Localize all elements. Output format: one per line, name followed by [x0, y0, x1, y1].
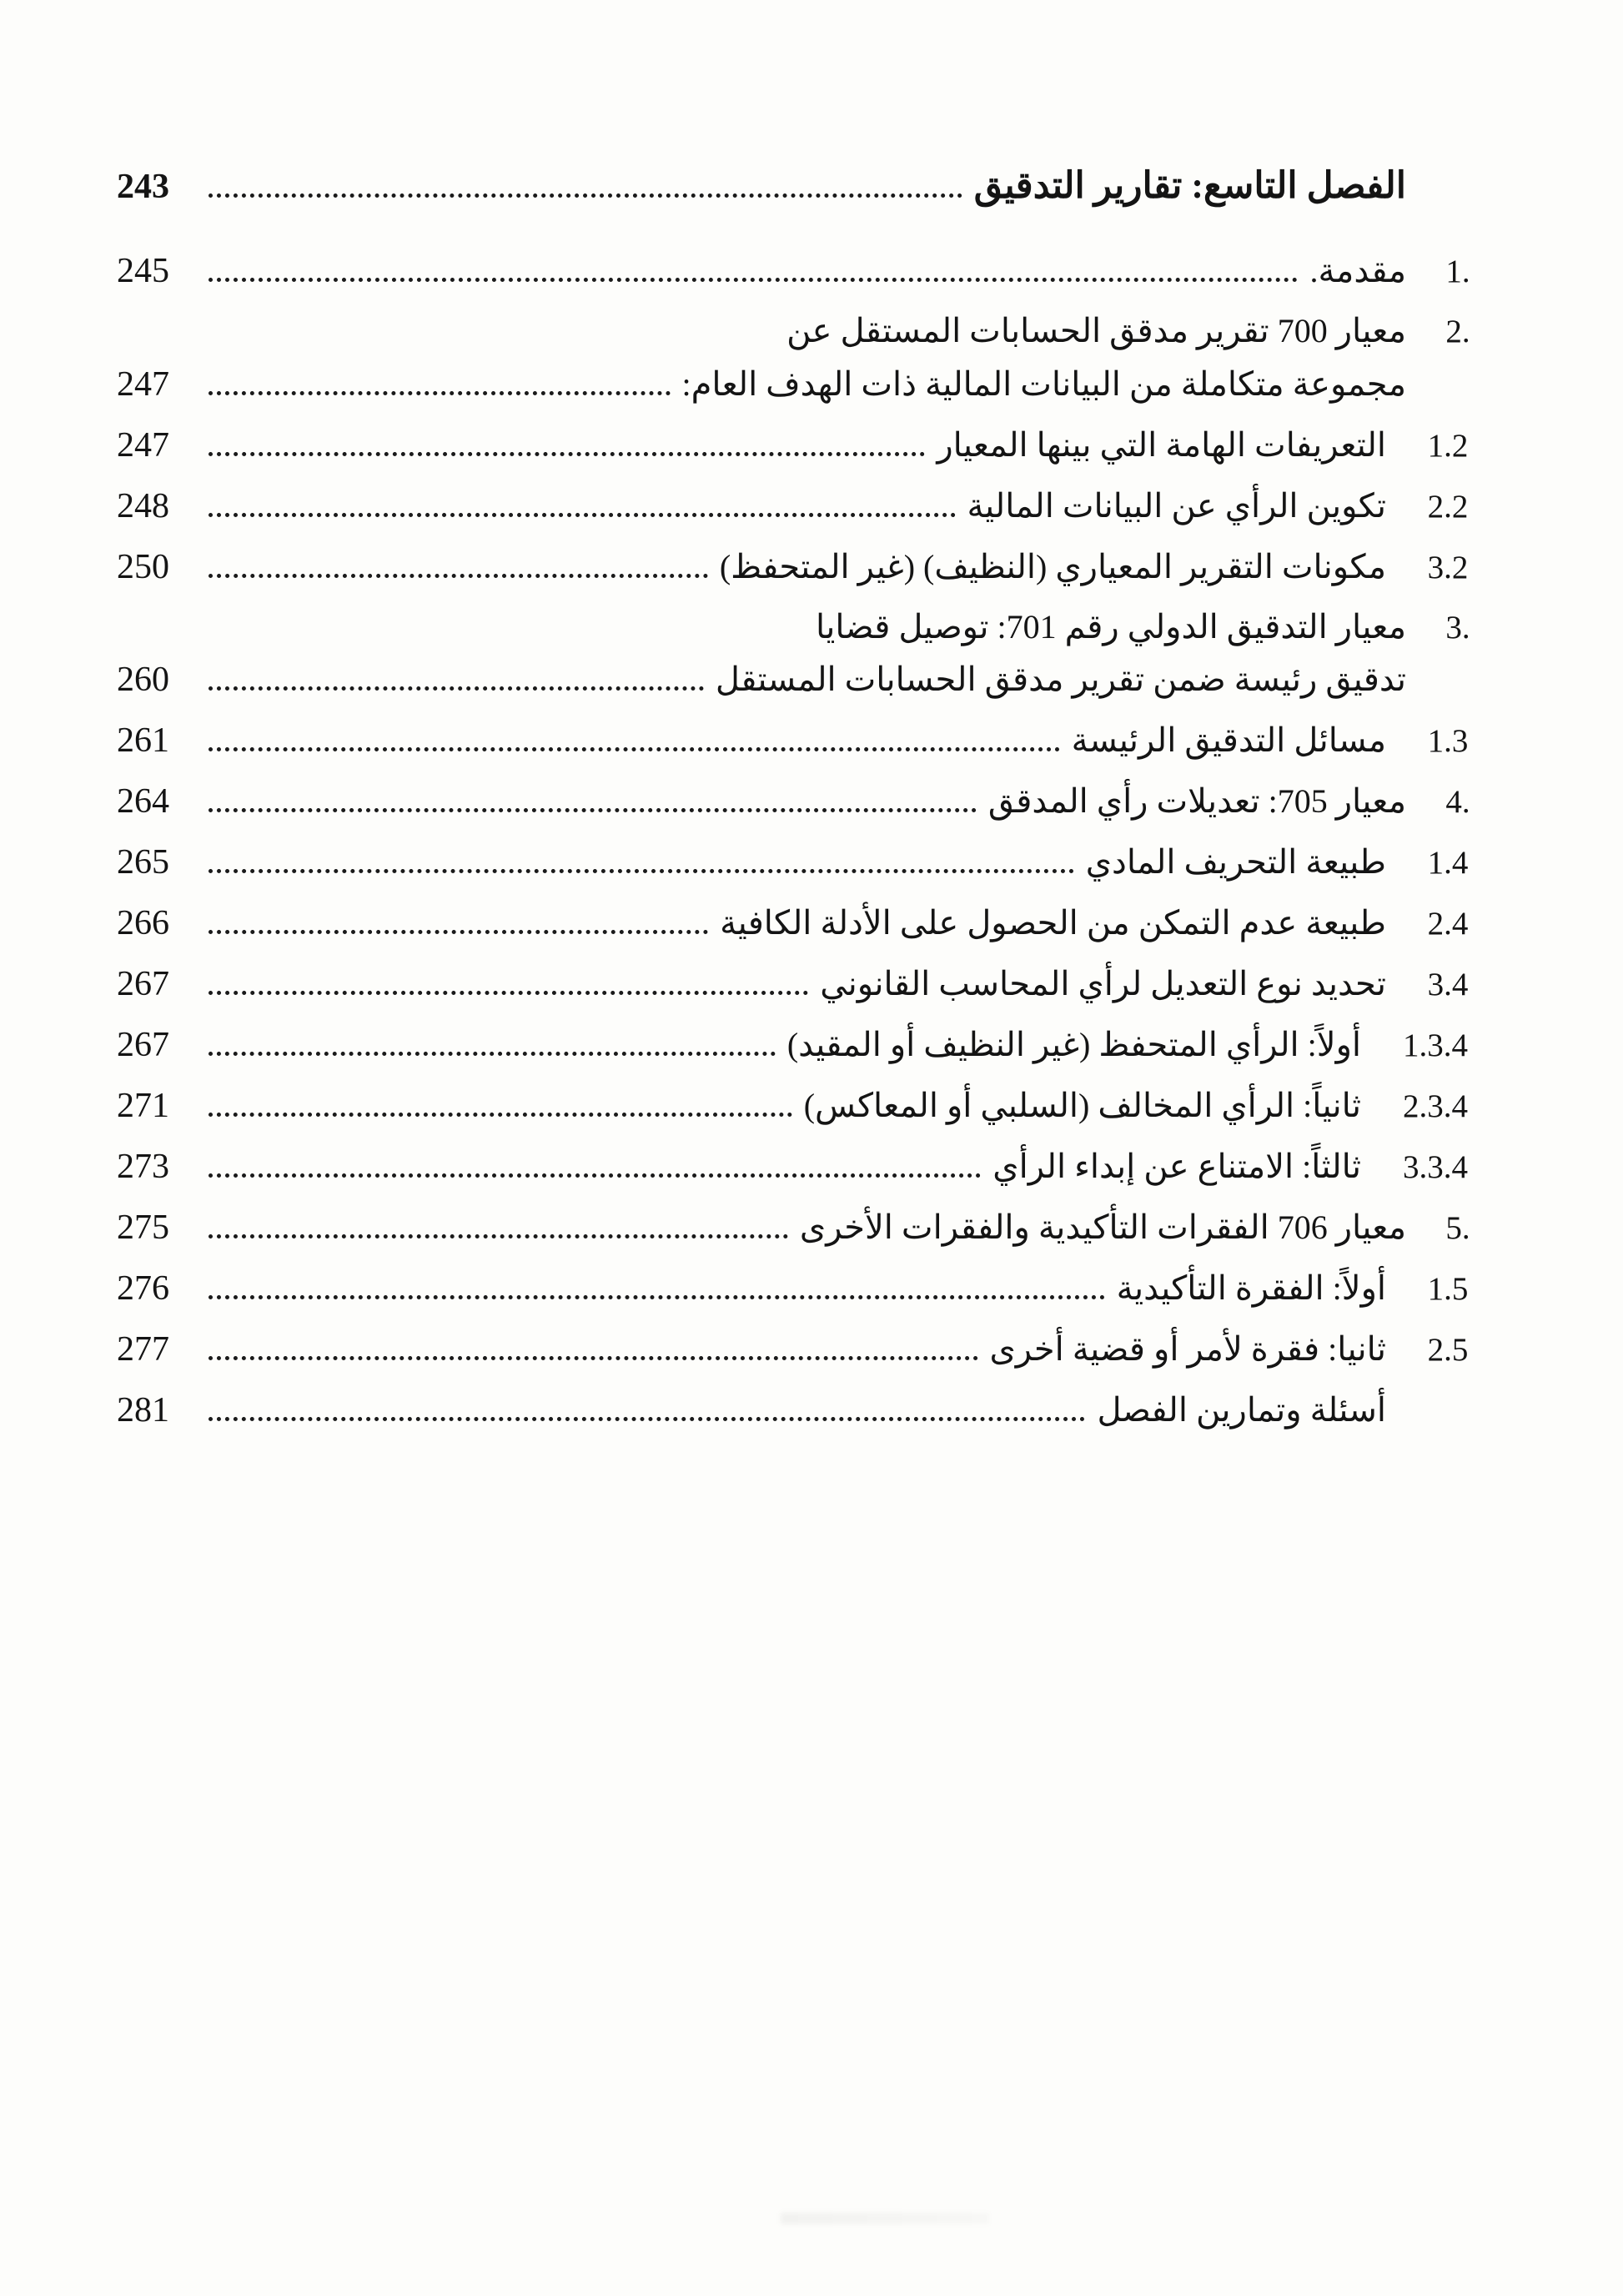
toc-entry-number: 3.3.4 [1403, 1149, 1468, 1185]
toc-entry[interactable] [117, 958, 1498, 1011]
toc-entry[interactable] [117, 480, 1498, 533]
toc-entry-number: .2 [1445, 314, 1470, 349]
toc-entry-page: 261 [117, 721, 169, 760]
leader-dots [209, 869, 1074, 873]
toc-entry-number: .1 [1445, 254, 1470, 289]
toc-entry-number: 2.3.4 [1403, 1088, 1468, 1124]
toc-entry-page: 281 [117, 1391, 169, 1429]
toc-entry-title-line2: مجموعة متكاملة من البيانات المالية ذات الهدف العام: [681, 364, 1406, 403]
scan-artifact [781, 2213, 989, 2224]
chapter-title: الفصل التاسع: تقارير التدقيق [973, 165, 1406, 206]
toc-entry-continuation[interactable] [117, 654, 1498, 706]
toc-entry-page: 247 [117, 425, 169, 465]
toc-entry-title: ثانياً: الرأي المخالف (السلبي أو المعاكس) [803, 1087, 1361, 1124]
toc-entry[interactable] [117, 1141, 1498, 1193]
toc-entry-number: .4 [1445, 784, 1470, 820]
leader-dots [209, 686, 704, 691]
toc-entry-number: 1.4 [1427, 845, 1469, 881]
leader-dots [209, 991, 808, 995]
toc-entry-page: 266 [117, 904, 169, 942]
toc-entry-title: أولاً: الرأي المتحفظ (غير النظيف أو المقيد) [786, 1026, 1361, 1063]
toc-entry[interactable] [117, 1080, 1498, 1133]
leader-dots [209, 391, 671, 395]
leader-dots [209, 1295, 1105, 1299]
toc-entry[interactable] [117, 715, 1498, 767]
toc-entry-title: معيار التدقيق الدولي رقم 701: توصيل قضايا [816, 607, 1406, 646]
toc-entry-number: 1.5 [1427, 1271, 1469, 1307]
toc-entry-title: طبيعة عدم التمكن من الحصول على الأدلة الكافية [720, 904, 1386, 942]
toc-entry-title: أولاً: الفقرة التأكيدية [1116, 1269, 1386, 1307]
leader-dots [209, 193, 962, 198]
toc-entry-continuation[interactable] [117, 359, 1498, 411]
toc-entry-title: ثالثاً: الامتناع عن إبداء الرأي [992, 1148, 1361, 1185]
leader-dots [209, 930, 708, 934]
toc-entry-number: 2.2 [1427, 488, 1469, 525]
toc-entry-page: 264 [117, 782, 169, 821]
toc-entry-number: .3 [1445, 609, 1470, 646]
table-of-contents [117, 158, 1498, 1445]
toc-entry-title-line2: تدقيق رئيسة ضمن تقرير مدقق الحسابات المستقل [715, 661, 1406, 698]
toc-entry-title: تكوين الرأي عن البيانات المالية [967, 486, 1386, 525]
toc-entry-page: 275 [117, 1208, 169, 1247]
toc-entry-page: 265 [117, 843, 169, 882]
toc-entry-number: 2.4 [1427, 906, 1469, 942]
toc-entry-number: 3.2 [1427, 549, 1469, 585]
toc-entry-title: أسئلة وتمارين الفصل [1097, 1391, 1386, 1429]
chapter-heading-row [117, 158, 1498, 214]
chapter-page-number: 243 [117, 168, 169, 206]
leader-dots [209, 808, 977, 812]
toc-entry-number: .5 [1445, 1210, 1470, 1246]
toc-entry-number: 1.3.4 [1403, 1027, 1468, 1063]
toc-entry-title: تحديد نوع التعديل لرأي المحاسب القانوني [820, 965, 1386, 1002]
toc-entry-number: 2.5 [1427, 1332, 1469, 1368]
toc-entry-page: 250 [117, 547, 169, 586]
toc-entry-page: 247 [117, 364, 169, 404]
toc-entry-title: طبيعة التحريف المادي [1085, 843, 1386, 881]
leader-dots [209, 513, 956, 517]
toc-entry[interactable] [117, 1019, 1498, 1072]
toc-entry-title: ثانيا: فقرة لأمر أو قضية أخرى [989, 1330, 1386, 1368]
leader-dots [209, 747, 1060, 751]
toc-entry-page: 273 [117, 1148, 169, 1186]
toc-entry-page: 271 [117, 1087, 169, 1125]
toc-entry-title: معيار 706 الفقرات التأكيدية والفقرات الأخرى [799, 1208, 1406, 1246]
toc-entry-page: 267 [117, 965, 169, 1003]
leader-dots [209, 1356, 978, 1360]
leader-dots [209, 1052, 776, 1056]
toc-entry-title: التعريفات الهامة التي بينها المعيار [937, 425, 1386, 464]
toc-entry[interactable] [117, 245, 1498, 298]
toc-entry[interactable] [117, 776, 1498, 828]
toc-entry-number: 1.3 [1427, 723, 1469, 759]
toc-entry-number: 1.2 [1427, 427, 1469, 464]
toc-entry[interactable] [117, 1202, 1498, 1254]
toc-entry[interactable] [117, 306, 1498, 357]
toc-entry[interactable] [117, 897, 1498, 950]
toc-entry-title: معيار 700 تقرير مدقق الحسابات المستقل عن [786, 312, 1406, 349]
leader-dots [209, 1173, 981, 1178]
toc-entry-title: مكونات التقرير المعياري (النظيف) (غير المتحفظ) [719, 547, 1386, 585]
toc-entry-page: 276 [117, 1269, 169, 1308]
toc-entry[interactable] [117, 837, 1498, 889]
leader-dots [209, 1113, 792, 1117]
toc-entry-page: 245 [117, 252, 169, 290]
toc-entry-page: 277 [117, 1330, 169, 1369]
leader-dots [209, 452, 925, 456]
toc-entry[interactable] [117, 1263, 1498, 1315]
leader-dots [209, 574, 708, 578]
leader-dots [209, 1417, 1085, 1421]
toc-entry[interactable] [117, 541, 1498, 594]
toc-entry[interactable] [117, 420, 1498, 472]
toc-entry-title: مقدمة. [1309, 252, 1406, 289]
toc-entry-page: 260 [117, 661, 169, 699]
toc-entry-title: مسائل التدقيق الرئيسة [1071, 721, 1386, 759]
toc-entry[interactable] [117, 1384, 1498, 1437]
toc-entry-number: 3.4 [1427, 967, 1469, 1002]
leader-dots [209, 278, 1298, 282]
toc-entry-page: 267 [117, 1026, 169, 1064]
toc-entry-title: معيار 705: تعديلات رأي المدقق [987, 782, 1406, 820]
leader-dots [209, 1234, 788, 1238]
toc-entry-page: 248 [117, 486, 169, 525]
toc-entry[interactable] [117, 1324, 1498, 1376]
toc-entry[interactable] [117, 602, 1498, 653]
